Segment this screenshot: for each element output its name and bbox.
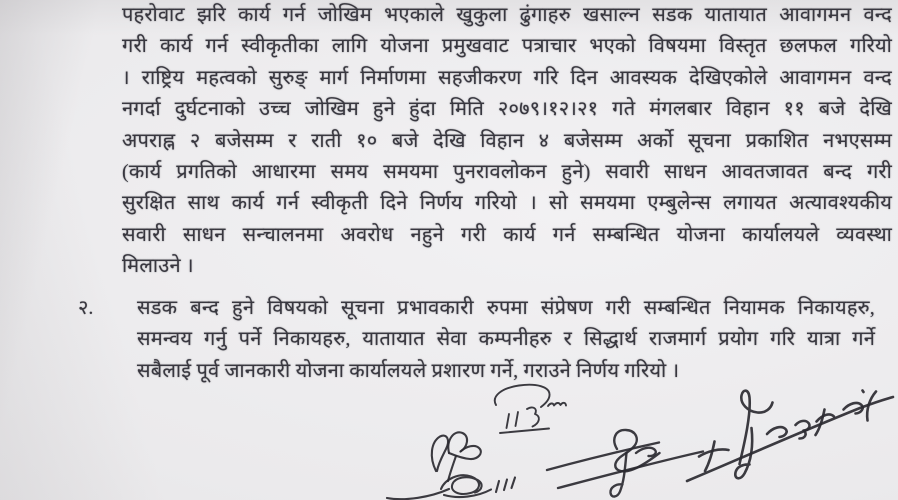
paragraph-2-line: सडक बन्द हुने विषयको सूचना प्रभावकारी रुपमा संप्रेषण गरी सम्बन्धित नियामक निकायहरु, <box>137 297 875 319</box>
signature-diagonal-right-icon <box>687 391 893 482</box>
paragraph-1-line: पहरोवाट झरि कार्य गर्न जोखिम भएकाले खुकुला ढुंगाहरु खसाल्न सडक यातायात आवागमन वन्द <box>122 4 892 26</box>
paragraph-2-line: सबैलाई पूर्व जानकारी योजना कार्यालयले प्रशारण गर्ने, गराउने निर्णय गरियो । <box>137 359 680 382</box>
signature-scribble-left-icon <box>387 432 515 499</box>
paragraph-1-line: अपराह्न २ बजेसम्म र राती १० बजे देखि विहान ४ बजेसम्म अर्को सूचना प्रकाशित नभएसम्म <box>122 129 892 152</box>
paragraph-1-line: सुरक्षित साथ कार्य गर्न स्वीकृती दिने निर्णय गरियो । सो समयमा एम्बुलेन्स लगायत अत्यावश्यकीय <box>122 192 892 215</box>
initials-date-scribble-icon <box>495 385 566 433</box>
list-item-number: २. <box>78 297 94 319</box>
paragraph-1-line: । राष्ट्रिय महत्वको सुरुङ् मार्ग निर्माणमा सहजीकरण गरि दिन आवस्यक देखिएकोले आवागमन वन्द <box>122 66 892 89</box>
paragraph-1-line: सवारी साधन सन्चालनमा अवरोध नहुने गरी कार्य गर्न सम्बन्धित योजना कार्यालयले व्यवस्था <box>122 223 892 246</box>
paragraph-2-line: समन्वय गर्नु पर्ने निकायहरु, यातायात सेवा कम्पनीहरु र सिद्धार्थ राजमार्ग प्रयोग गरि यात्रा गर्ने <box>137 328 875 351</box>
paragraph-1-line: (कार्य प्रगतिको आधारमा समय समयमा पुनरावलोकन हुने) सवारी साधन आवतजावत बन्द गरी <box>122 161 892 184</box>
signature-strikethrough-middle-icon <box>547 430 703 497</box>
paragraph-1-line: नगर्दा दुर्घटनाको उच्च जोखिम हुने हुंदा मिति २०७९।१२।२१ गते मंगलबार विहान ११ बजे देखि <box>122 98 892 121</box>
paragraph-1-line: गरी कार्य गर्न स्वीकृतीका लागि योजना प्रमुखवाट पत्राचार भएको विषयमा विस्तृत छलफल गरियो <box>122 35 892 58</box>
paragraph-1-line: मिलाउने । <box>122 255 194 278</box>
